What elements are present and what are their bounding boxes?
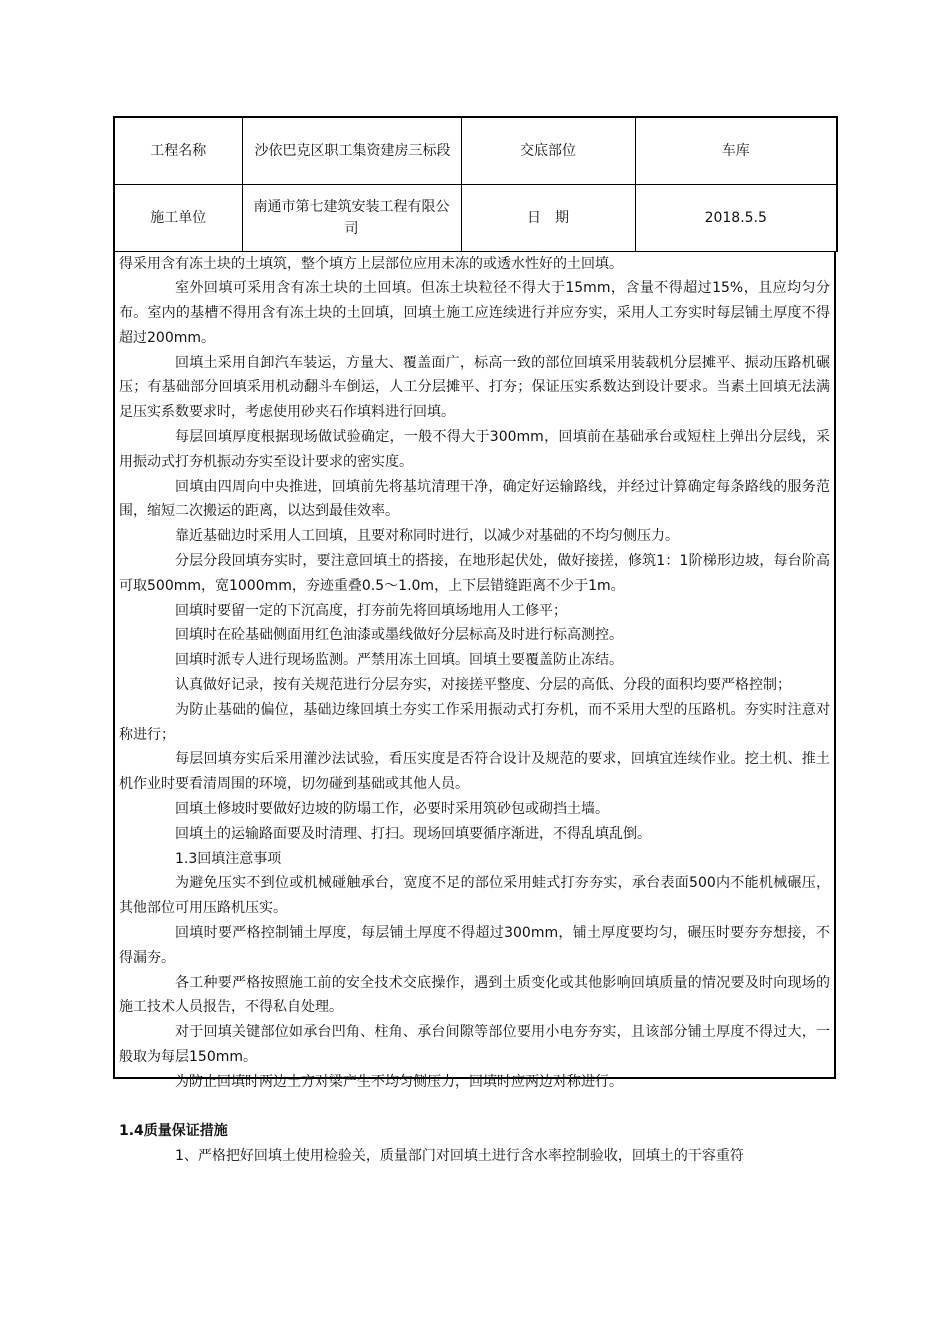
- subsection-title: 1.3回填注意事项: [175, 850, 282, 867]
- paragraph: 对于回填关键部位如承台凹角、柱角、承台间隙等部位要用小电夯夯实，且该部分铺土厚度不得过大，一般取为每层150mm。: [119, 1024, 830, 1065]
- paragraph: 各工种要严格按照施工前的安全技术交底操作，遇到土质变化或其他影响回填质量的情况要及时向现场的施工技术人员报告，不得私自处理。: [119, 974, 830, 1016]
- header-row-unit: [114, 184, 837, 251]
- paragraph: 靠近基础边时采用人工回填，且要对称同时进行，以减少对基础的不均匀侧压力。: [175, 528, 679, 545]
- paragraph: 为防止回填时两边土方对梁产生不均匀侧压力，回填时应两边对称进行。: [175, 1073, 623, 1090]
- project-name-label: 工程名称: [114, 117, 242, 184]
- paragraph: 每层回填夯实后采用灌沙法试验，看压实度是否符合设计及规范的要求，回填宜连续作业。挖土机、推土机作业时要看清周围的环境，切勿碰到基础或其他人员。: [119, 751, 830, 793]
- paragraph: 回填时要严格控制铺土厚度，每层铺土厚度不得超过300mm，铺土厚度要均匀，碾压时要夯夯想接，不得漏夯。: [119, 925, 830, 966]
- paragraph: 为避免压实不到位或机械碰触承台，宽度不足的部位采用蛙式打夯夯实，承台表面500内不能机械碾压，其他部位可用压路机压实。: [119, 875, 830, 917]
- paragraph: 回填土采用自卸汽车装运，方量大、覆盖面广，标高一致的部位回填采用装载机分层摊平、振动压路机碾压；有基础部分回填采用机动翻斗车倒运，人工分层摊平、打夯；保证压实系数达到设计要求。当素土回填无法满足压实系数要求时，考虑使用砂夹石作填料进行回填。: [119, 354, 830, 421]
- paragraph: 回填时派专人进行现场监测。严禁用冻土回填。回填土要覆盖防止冻结。: [175, 652, 623, 669]
- paragraph: 为防止基础的偏位，基础边缘回填土夯实工作采用振动式打夯机，而不采用大型的压路机。夯实时注意对称进行；: [119, 701, 830, 743]
- paragraph: 认真做好记录，按有关规范进行分层夯实，对接搓平整度、分层的高低、分段的面积均要严格控制；: [175, 677, 791, 694]
- paragraph: 室外回填可采用含有冻土块的土回填。但冻土块粒径不得大于15mm，含量不得超过15%，且应均匀分布。室内的基槽不得用含有冻土块的土回填，回填土施工应连续进行并应夯实，采用人工夯实时每层铺土厚度不得超过200mm。: [119, 280, 830, 346]
- paragraph: 回填时要留一定的下沉高度，打夯前先将回填场地用人工修平；: [175, 602, 567, 619]
- document-page: [113, 116, 836, 1165]
- paragraph: 回填时在砼基础侧面用红色油漆或墨线做好分层标高及时进行标高测控。: [175, 627, 623, 644]
- disclosure-content: [113, 252, 836, 1165]
- unit-value: 南通市第七建筑安装工程有限公司: [242, 184, 461, 251]
- part-label: 交底部位: [461, 117, 635, 184]
- paragraph: 每层回填厚度根据现场做试验确定，一般不得大于300mm，回填前在基础承台或短柱上弹出分层线，采用振动式打夯机振动夯实至设计要求的密实度。: [119, 429, 830, 470]
- part-value: 车库: [635, 117, 837, 184]
- date-value: 2018.5.5: [635, 184, 837, 251]
- paragraph: 分层分段回填夯实时，要注意回填土的搭接，在地形起伏处，做好接搓，修筑1：1阶梯形边坡，每台阶高可取500mm，宽1000mm，夯迹重叠0.5～1.0m，上下层错缝距离不少于1m。: [119, 553, 830, 594]
- unit-label: 施工单位: [114, 184, 242, 251]
- paragraph: 1、严格把好回填土使用检验关，质量部门对回填土进行含水率控制验收，回填土的干容重符: [175, 1148, 744, 1165]
- header-table: [113, 116, 838, 252]
- section-heading: 1.4质量保证措施: [119, 1123, 228, 1140]
- header-row-project: [114, 117, 837, 184]
- blank-line: [115, 1095, 834, 1120]
- paragraph: 得采用含有冻土块的土填筑，整个填方上层部位应用未冻的或透水性好的土回填。: [119, 255, 623, 272]
- date-label: 日 期: [461, 184, 635, 251]
- paragraph: 回填土修坡时要做好边坡的防塌工作，必要时采用筑砂包或砌挡土墙。: [175, 801, 609, 818]
- paragraph: 回填土的运输路面要及时清理、打扫。现场回填要循序渐进，不得乱填乱倒。: [175, 825, 651, 842]
- project-name-value: 沙依巴克区职工集资建房三标段: [242, 117, 461, 184]
- paragraph: 回填由四周向中央推进，回填前先将基坑清理干净，确定好运输路线，并经过计算确定每条路线的服务范围，缩短二次搬运的距离，以达到最佳效率。: [119, 478, 830, 520]
